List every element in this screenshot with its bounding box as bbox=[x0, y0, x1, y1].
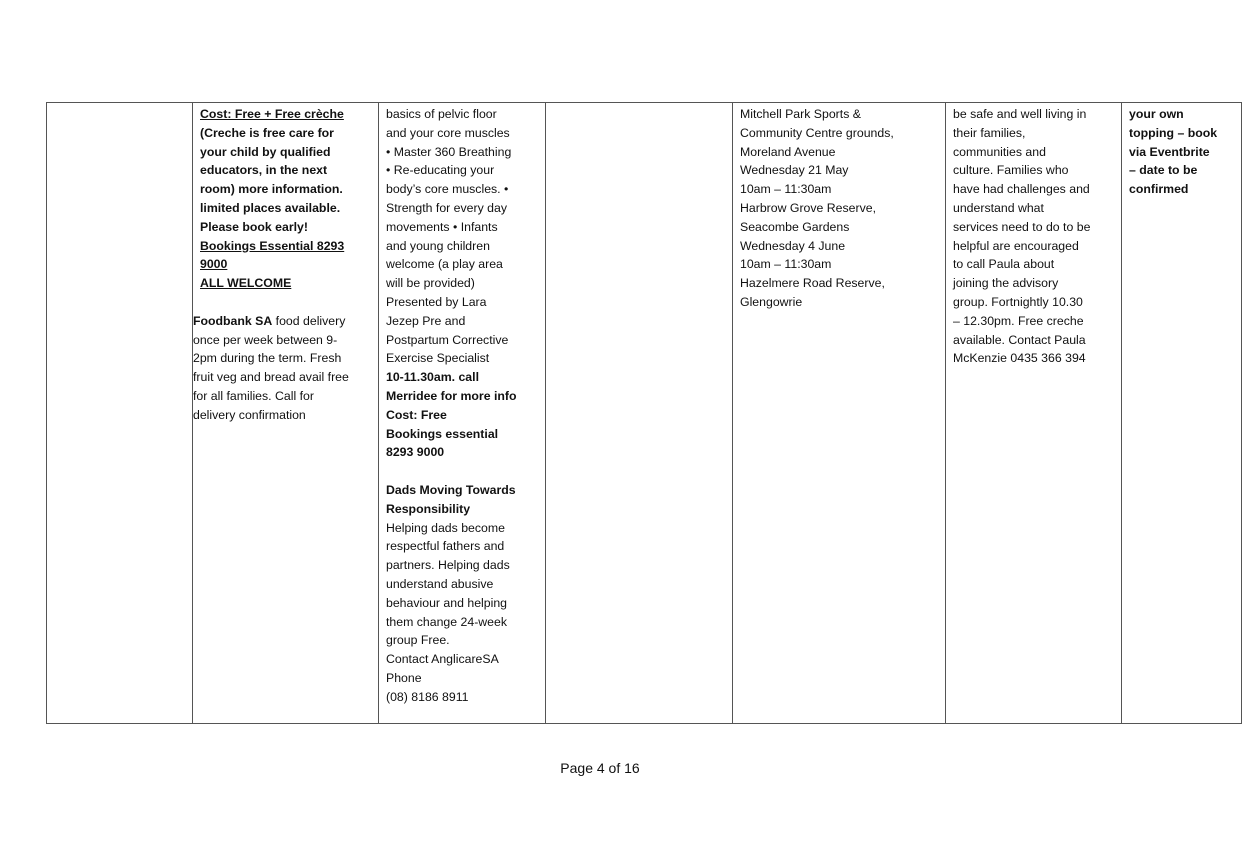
bookings-line: Bookings Essential 8293 bbox=[200, 238, 345, 253]
pelvic-info-line: • Re-educating your bbox=[386, 163, 495, 178]
foodbank-first-rest: food delivery bbox=[272, 313, 346, 328]
pelvic-info-line: body’s core muscles. • bbox=[386, 182, 509, 197]
eventbrite-line: via Eventbrite bbox=[1129, 144, 1210, 159]
advisory-line: to call Paula about bbox=[953, 257, 1055, 272]
foodbank-line: for all families. Call for bbox=[193, 388, 314, 403]
pelvic-info-line: Jezep Pre and bbox=[386, 313, 466, 328]
pelvic-info-line: will be provided) bbox=[386, 276, 475, 291]
dads-info-line: respectful fathers and bbox=[386, 539, 505, 554]
eventbrite-line: topping – book bbox=[1129, 125, 1218, 140]
creche-info-line: Please book early! bbox=[200, 219, 308, 234]
eventbrite-line: your own bbox=[1129, 107, 1184, 121]
location-line: Seacombe Gardens bbox=[740, 219, 850, 234]
table-cell-empty bbox=[47, 103, 193, 724]
location-line: 10am – 11:30am bbox=[740, 182, 832, 197]
pelvic-info-line: Exercise Specialist bbox=[386, 351, 490, 366]
dads-info-line: behaviour and helping bbox=[386, 595, 508, 610]
pelvic-info-line: welcome (a play area bbox=[386, 257, 503, 272]
eventbrite-line: confirmed bbox=[1129, 182, 1189, 197]
advisory-line: – 12.30pm. Free creche bbox=[953, 313, 1084, 328]
dads-info-line: understand abusive bbox=[386, 576, 494, 591]
advisory-line: communities and bbox=[953, 144, 1046, 159]
pelvic-info-line: Postpartum Corrective bbox=[386, 332, 509, 347]
pelvic-info-line: Presented by Lara bbox=[386, 294, 487, 309]
location-line: Community Centre grounds, bbox=[740, 125, 894, 140]
location-line: Glengowrie bbox=[740, 294, 803, 309]
location-line: Hazelmere Road Reserve, bbox=[740, 276, 885, 291]
pelvic-info-line: Strength for every day bbox=[386, 200, 507, 215]
advisory-line: services need to do to be bbox=[953, 219, 1091, 234]
cost-heading: Cost: Free + Free crèche bbox=[200, 107, 344, 121]
table-cell-eventbrite bbox=[1122, 103, 1242, 724]
advisory-line: available. Contact Paula bbox=[953, 332, 1086, 347]
creche-info-line: room) more information. bbox=[200, 182, 343, 197]
eventbrite-line: – date to be bbox=[1129, 163, 1198, 178]
advisory-line: their families, bbox=[953, 125, 1026, 140]
foodbank-line: delivery confirmation bbox=[193, 407, 306, 422]
dads-info-line: Contact AnglicareSA bbox=[386, 652, 499, 667]
dads-info-line: partners. Helping dads bbox=[386, 558, 510, 573]
pelvic-info-line: • Master 360 Breathing bbox=[386, 144, 512, 159]
creche-info-line: limited places available. bbox=[200, 200, 341, 215]
location-line: Harbrow Grove Reserve, bbox=[740, 200, 876, 215]
foodbank-first-line bbox=[193, 312, 372, 331]
location-line: Mitchell Park Sports & bbox=[740, 107, 861, 121]
table-cell-advisory-group bbox=[946, 103, 1122, 724]
pelvic-info-line: and young children bbox=[386, 238, 490, 253]
table-cell-empty bbox=[546, 103, 733, 724]
advisory-line: understand what bbox=[953, 200, 1044, 215]
location-line: Wednesday 4 June bbox=[740, 238, 846, 253]
advisory-line: be safe and well living in bbox=[953, 107, 1087, 121]
location-line: Moreland Avenue bbox=[740, 144, 836, 159]
pelvic-booking-line: Merridee for more info bbox=[386, 388, 517, 403]
table-cell-cost-foodbank bbox=[193, 103, 379, 724]
dads-info-line: (08) 8186 8911 bbox=[386, 689, 469, 704]
pelvic-booking-line: Bookings essential bbox=[386, 426, 499, 441]
creche-info-line: (Creche is free care for bbox=[200, 125, 334, 140]
bookings-line: 9000 bbox=[200, 257, 228, 272]
pelvic-booking-line: 8293 9000 bbox=[386, 445, 445, 460]
location-line: Wednesday 21 May bbox=[740, 163, 849, 178]
pelvic-info-line: movements • Infants bbox=[386, 219, 498, 234]
advisory-line: have had challenges and bbox=[953, 182, 1090, 197]
dads-info-line: group Free. bbox=[386, 633, 450, 648]
pelvic-info-line: and your core muscles bbox=[386, 125, 510, 140]
dads-title-line: Responsibility bbox=[386, 501, 471, 516]
dads-info-line: Helping dads become bbox=[386, 520, 505, 535]
advisory-line: McKenzie 0435 366 394 bbox=[953, 351, 1086, 366]
advisory-line: helpful are encouraged bbox=[953, 238, 1079, 253]
creche-info-line: educators, in the next bbox=[200, 163, 328, 178]
dads-title-line: Dads Moving Towards bbox=[386, 482, 516, 497]
page-number: Page 4 of 16 bbox=[560, 760, 640, 776]
foodbank-line: fruit veg and bread avail free bbox=[193, 370, 349, 385]
foodbank-line: 2pm during the term. Fresh bbox=[193, 351, 342, 366]
pelvic-booking-line: 10-11.30am. call bbox=[386, 370, 479, 385]
foodbank-name: Foodbank SA bbox=[193, 313, 273, 328]
advisory-line: culture. Families who bbox=[953, 163, 1069, 178]
all-welcome-label: ALL WELCOME bbox=[200, 276, 292, 291]
pelvic-booking-line: Cost: Free bbox=[386, 407, 447, 422]
foodbank-line: once per week between 9- bbox=[193, 332, 338, 347]
dads-info-line: them change 24-week bbox=[386, 614, 507, 629]
dads-info-line: Phone bbox=[386, 670, 422, 685]
table-cell-locations bbox=[733, 103, 946, 724]
advisory-line: joining the advisory bbox=[953, 276, 1059, 291]
table-cell-pelvic-dads bbox=[379, 103, 546, 724]
advisory-line: group. Fortnightly 10.30 bbox=[953, 294, 1083, 309]
creche-info-line: your child by qualified bbox=[200, 144, 331, 159]
events-table bbox=[46, 102, 1242, 724]
location-line: 10am – 11:30am bbox=[740, 257, 832, 272]
pelvic-info-line: basics of pelvic floor bbox=[386, 107, 497, 121]
table-row bbox=[47, 103, 1242, 724]
